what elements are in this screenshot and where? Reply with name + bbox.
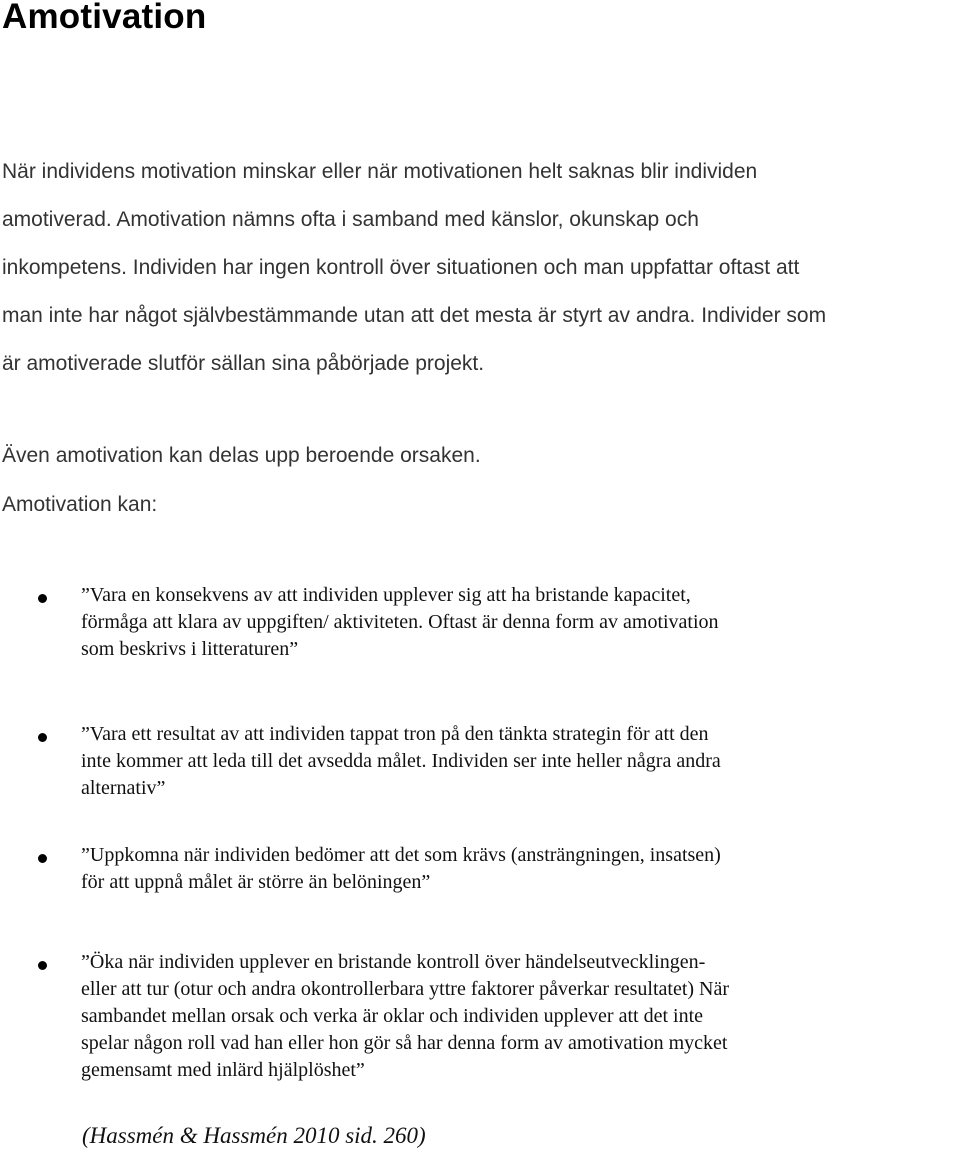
list-item-text: ”Uppkomna när individen bedömer att det som krävs (ansträngningen, insatsen) för att uppnå målet är större än belöningen” xyxy=(81,844,721,893)
classification-paragraph: Även amotivation kan delas upp beroende orsaken. xyxy=(2,444,481,467)
list-item-text: ”Vara ett resultat av att individen tappat tron på den tänkta strategin för att den inte kommer att leda till det avsedda målet. Individen ser inte heller några andra alternativ” xyxy=(81,723,721,799)
bullet-icon xyxy=(38,594,47,603)
list-item-text: ”Vara en konsekvens av att individen upplever sig att ha bristande kapacitet, förmåga att klara av uppgiften/ aktiviteten. Oftast är denna form av amotivation som beskrivs i litteraturen” xyxy=(81,584,719,660)
intro-paragraph: När individens motivation minskar eller när motivationen helt saknas blir individen amotiverad. Amotivation nämns ofta i samband med känslor, okunskap och inkompetens. Individen har ingen kontroll över situationen och man uppfattar oftast att man inte har något självbestämmande utan att det mesta är styrt av andra. Individer som är amotiverade slutför sällan sina påbörjade projekt. xyxy=(2,160,827,375)
bullet-icon xyxy=(38,961,47,970)
document-title: Amotivation xyxy=(2,0,207,36)
list-intro: Amotivation kan: xyxy=(2,493,158,516)
source-citation: (Hassmén & Hassmén 2010 sid. 260) xyxy=(82,1123,426,1148)
bullet-icon xyxy=(38,733,47,742)
list-item-text: ”Öka när individen upplever en bristande kontroll över händelseutvecklingen- eller att tur (otur och andra okontrollerbara yttre faktorer påverkar resultatet) När sambandet mellan orsak och verka är oklar och individen upplever att det inte spelar någon roll vad han eller hon gör så har denna form av amotivation mycket gemensamt med inlärd hjälplöshet” xyxy=(81,951,730,1081)
bullet-icon xyxy=(38,854,47,863)
